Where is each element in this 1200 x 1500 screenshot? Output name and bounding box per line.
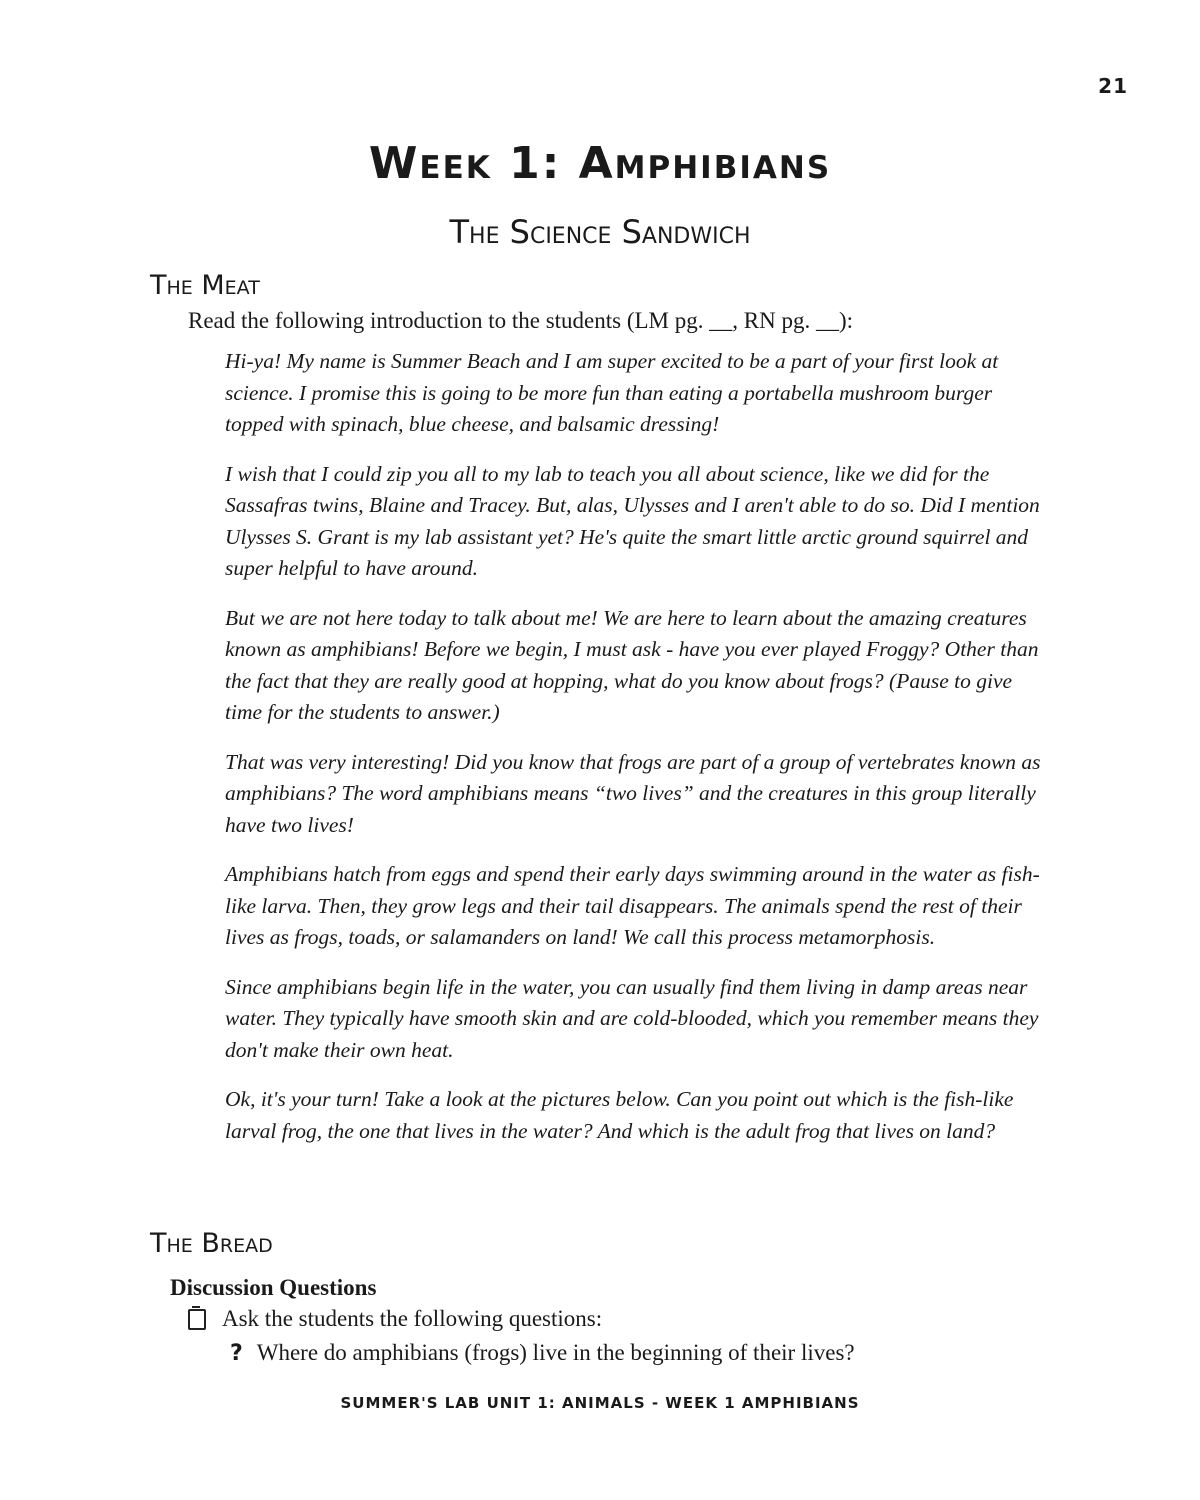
page-subtitle: The Science Sandwich — [449, 213, 751, 251]
story-paragraph: I wish that I could zip you all to my lab to teach you all about science, like we did for the Sassafras twins, Blaine and Tracey. But, alas, Ulysses and I aren't able to do so. Did I mention Ulysses S. Grant is my lab assistant yet? He's quite the smart little arctic ground squirrel and super helpful to have around. — [225, 461, 1040, 580]
page-title: Week 1: Amphibians — [368, 138, 832, 189]
story-paragraph: Since amphibians begin life in the water, you can usually find them living in damp areas near water. They typically have smooth skin and are cold-blooded, which you remember means they don't make their own heat. — [225, 974, 1039, 1062]
story-paragraph: Amphibians hatch from eggs and spend their early days swimming around in the water as fish-like larva. Then, they grow legs and their tail disappears. The animals spend the rest of their lives as frogs, toads, or salamanders on land! We call this process metamorphosis. — [225, 862, 1040, 949]
checklist-item-label: Ask the students the following questions: — [222, 1306, 603, 1331]
page-footer: SUMMER'S LAB UNIT 1: ANIMALS - WEEK 1 AMPHIBIANS — [340, 1394, 860, 1412]
intro-instruction: Read the following introduction to the students (LM pg. __, RN pg. __): — [188, 308, 854, 333]
story-paragraph: That was very interesting! Did you know that frogs are part of a group of vertebrates known as amphibians? The word amphibians means “two lives” and the creatures in this group literally have two lives! — [225, 749, 1041, 837]
introduction-story — [225, 346, 1045, 1165]
question-item — [230, 1340, 855, 1366]
story-paragraph: Hi-ya! My name is Summer Beach and I am super excited to be a part of your first look at science. I promise this is going to be more fun than eating a portabella mushroom burger topped with spinach, blue cheese, and balsamic dressing! — [225, 349, 999, 436]
story-paragraph: But we are not here today to talk about me! We are here to learn about the amazing creatures known as amphibians! Before we begin, I must ask - have you ever played Froggy? Other than the fact that they are really good at hopping, what do you know about frogs? (Pause to give time for the students to answer.) — [225, 605, 1039, 724]
page-number: 21 — [1098, 74, 1128, 98]
question-text: Where do amphibians (frogs) live in the beginning of their lives? — [256, 1340, 855, 1365]
section-heading-bread: The Bread — [150, 1228, 273, 1259]
discussion-questions-heading: Discussion Questions — [170, 1275, 377, 1300]
question-mark-icon: ? — [230, 1340, 243, 1366]
story-paragraph: Ok, it's your turn! Take a look at the pictures below. Can you point out which is the fish-like larval frog, the one that lives in the water? And which is the adult frog that lives on land? — [225, 1087, 1014, 1143]
checklist-item — [188, 1306, 602, 1332]
section-heading-meat: The Meat — [150, 270, 260, 301]
checkbox-icon[interactable] — [188, 1309, 206, 1330]
